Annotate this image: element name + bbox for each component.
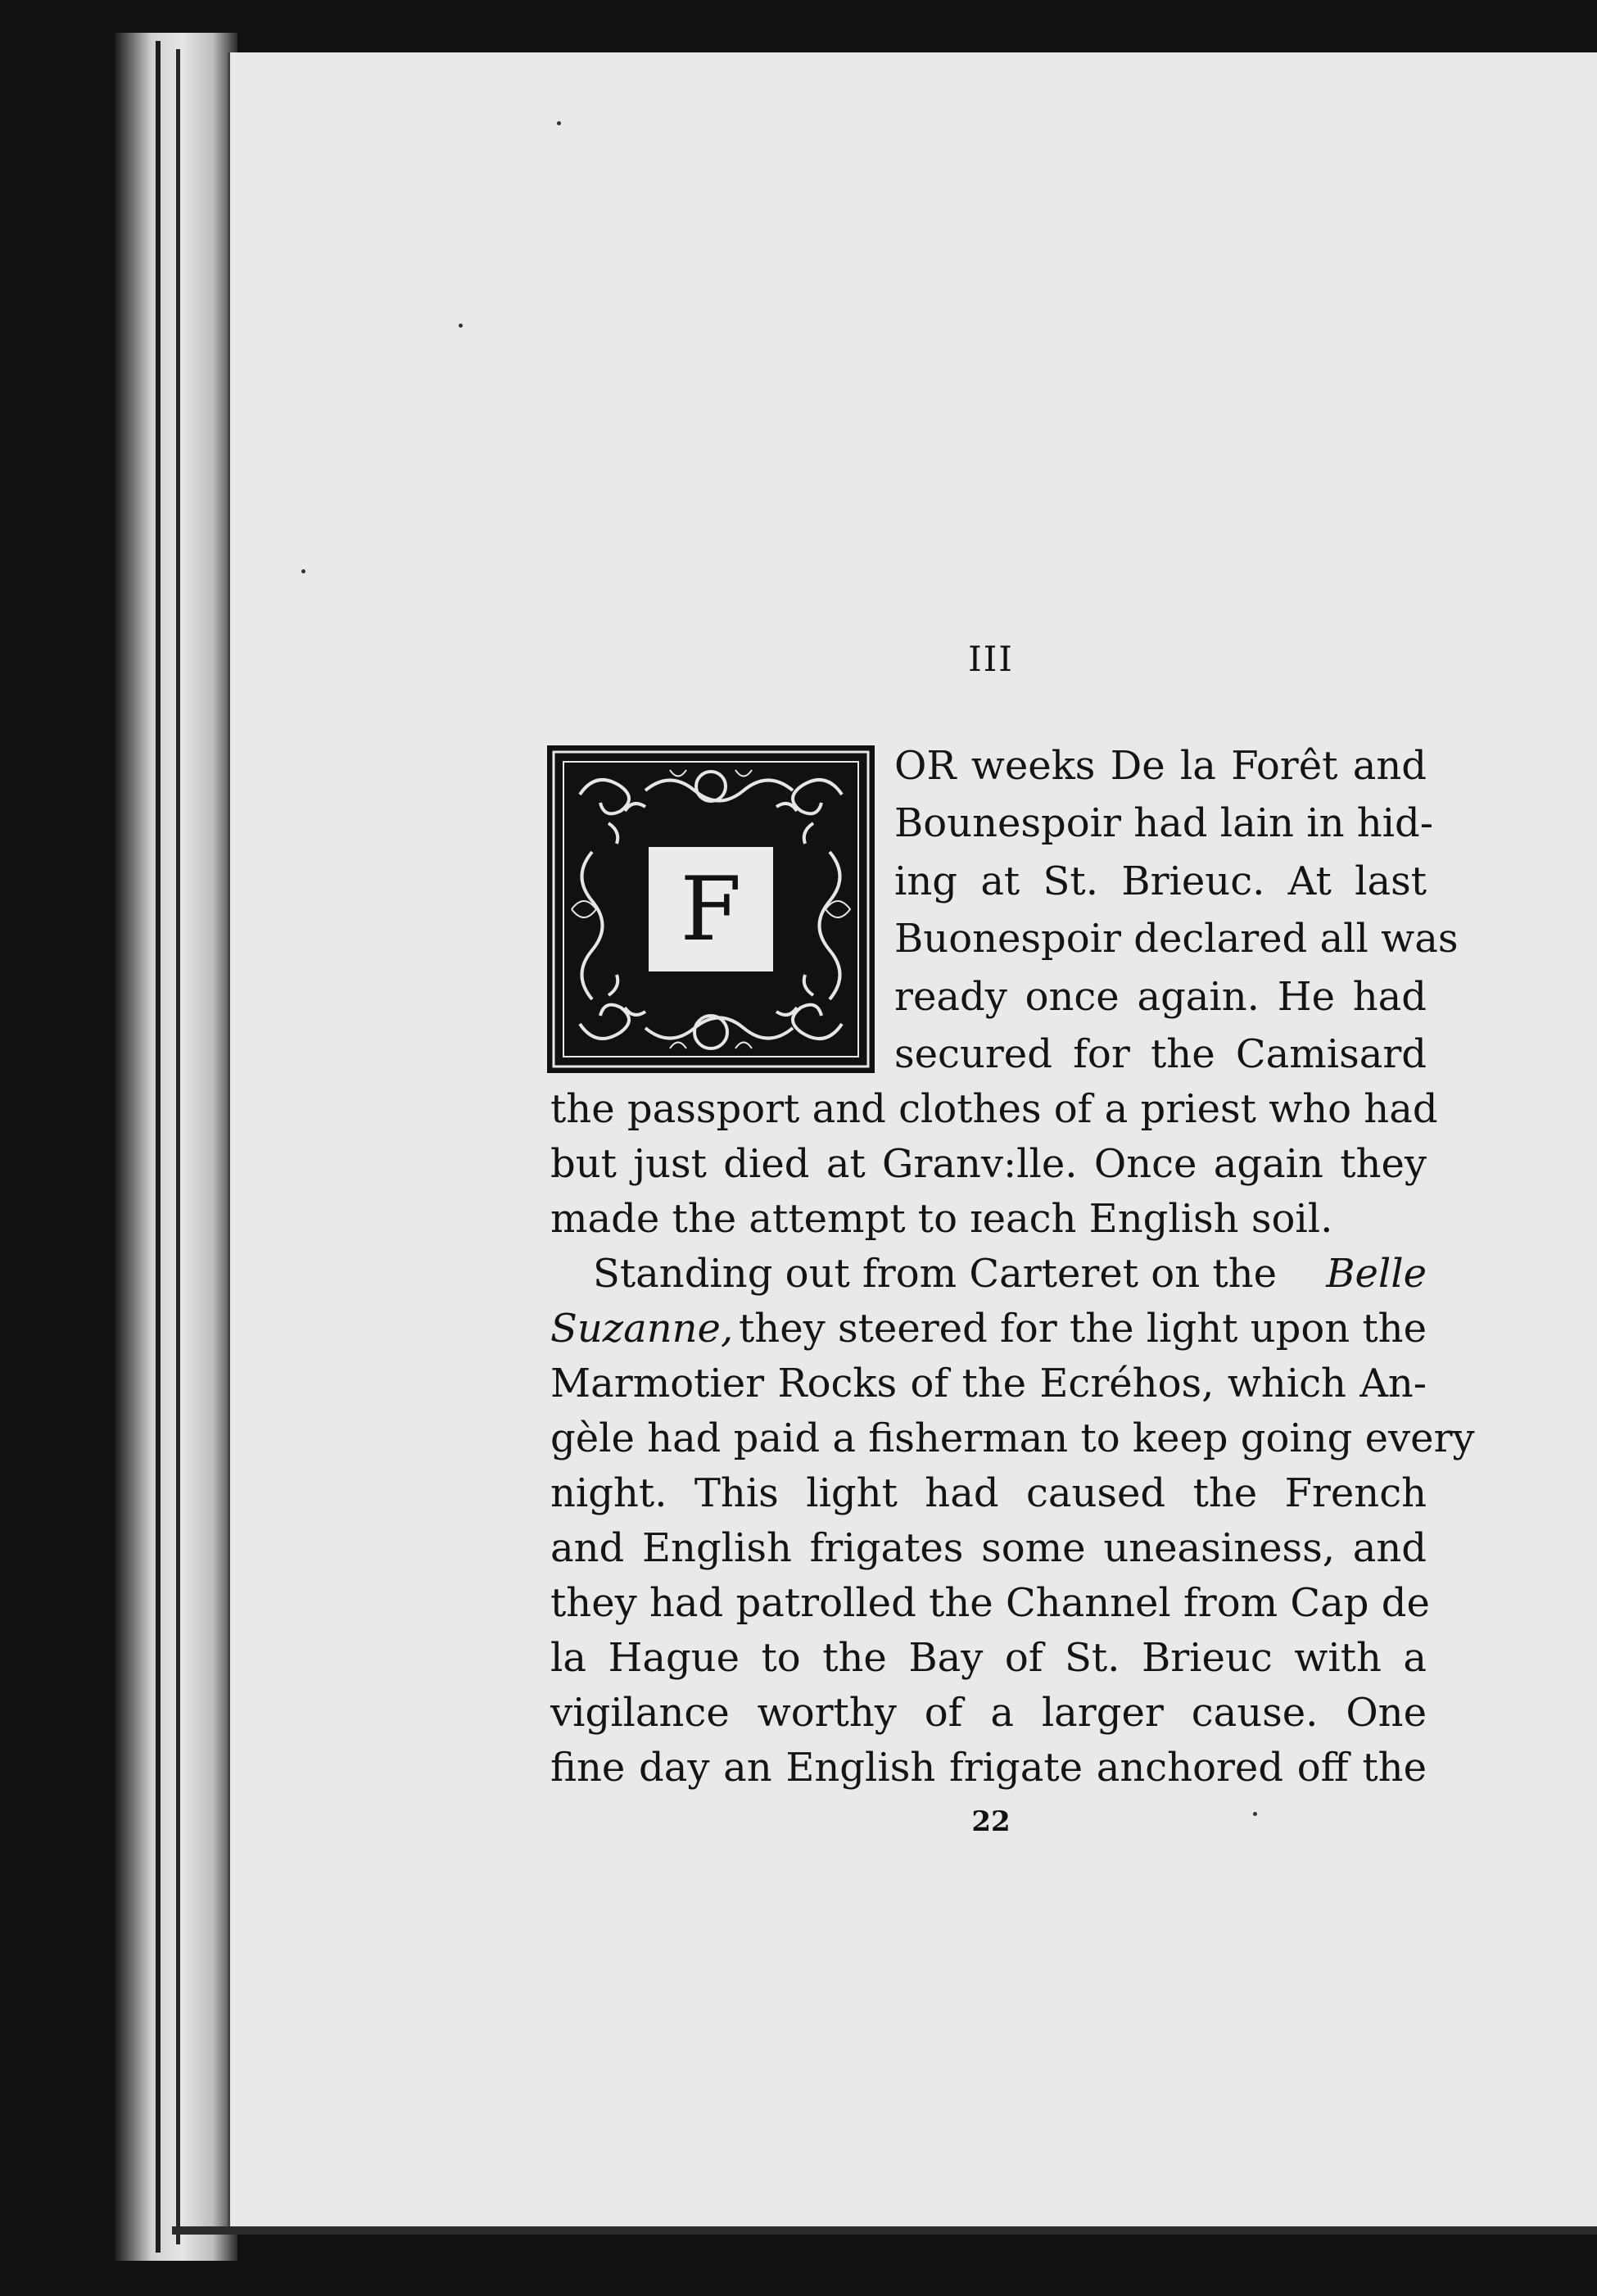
text-line xyxy=(550,1249,1427,1298)
text-line: Bounespoir had lain in hid- xyxy=(894,800,1433,846)
text-span: they steered for the light upon the xyxy=(739,1306,1427,1352)
dust-speck xyxy=(301,569,305,573)
text-line: they had patrolled the Channel from Cap de xyxy=(550,1580,1430,1626)
text-line: Buonespoir declared all was xyxy=(894,916,1459,962)
ornamental-drop-cap xyxy=(547,745,875,1073)
text-line: ing at St. Brieuc. At last xyxy=(894,858,1427,904)
dust-speck xyxy=(1253,1812,1257,1816)
text-line xyxy=(550,1304,1427,1353)
ship-name-italic: Belle xyxy=(1326,1251,1427,1297)
page-number: 22 xyxy=(971,1805,1011,1838)
chapter-heading: III xyxy=(968,639,1014,679)
text-line: la Hague to the Bay of St. Brieuc with a xyxy=(550,1635,1427,1681)
text-line: gèle had paid a fisherman to keep going every xyxy=(550,1415,1475,1461)
spine-edge-line xyxy=(156,41,161,2253)
ship-name-italic: Suzanne, xyxy=(550,1306,734,1352)
spine-edge-line xyxy=(176,49,180,2244)
text-line: OR weeks De la Forêt and xyxy=(894,743,1427,789)
text-line: but just died at Granv:lle. Once again they xyxy=(550,1141,1427,1187)
text-line: and English frigates some uneasiness, and xyxy=(550,1525,1427,1571)
text-span: Standing out from Carteret on the xyxy=(593,1251,1277,1297)
text-line: the passport and clothes of a priest who had xyxy=(550,1086,1438,1132)
text-line: secured for the Camisard xyxy=(894,1031,1427,1077)
text-line: ready once again. He had xyxy=(894,974,1427,1020)
text-line: Marmotier Rocks of the Ecréhos, which An- xyxy=(550,1361,1427,1406)
text-line: vigilance worthy of a larger cause. One xyxy=(550,1690,1427,1736)
drop-cap-letter: F xyxy=(644,842,778,976)
page-bottom-edge xyxy=(172,2226,1597,2235)
text-line: made the attempt to ɪeach English soil. xyxy=(550,1196,1333,1242)
text-line: fine day an English frigate anchored off the xyxy=(550,1745,1427,1791)
dust-speck xyxy=(459,324,463,328)
dust-speck xyxy=(557,121,561,125)
text-line: night. This light had caused the French xyxy=(550,1470,1427,1516)
